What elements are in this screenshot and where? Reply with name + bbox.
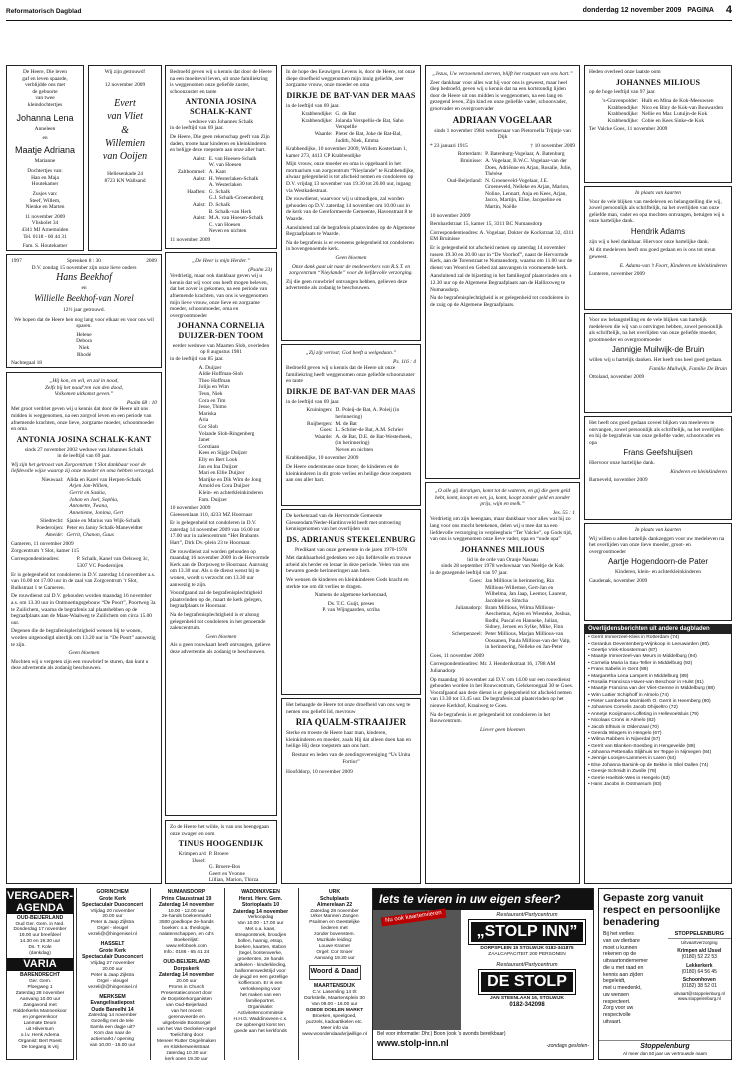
groom-name: Evert [114, 98, 136, 110]
relative-row: Neven en nichten [208, 228, 247, 235]
grandchildren: Arjen Jan-Willem, Gerrit en Saskia, Johan en Joel, Sophia, Antonette, Twana, Annetieme, Jonima, Gert [69, 483, 124, 516]
relative-row: B. Schalk-van Herk [208, 208, 252, 215]
de-stolp-logo: DE STOLP [479, 970, 575, 994]
relatives-list [286, 111, 416, 144]
list-item: Aria [198, 417, 209, 424]
list-item: rekenen op de [603, 951, 637, 958]
thanks-muilwijk: Voor uw belangstelling en de vele blijken van hartelijk medeleven die wij van u ontvingen hebben, zowel persoonlijk als schriftelijk, na het overlijden van onze geliefde moeder, grootmoeder en overgrootmoeder Jannigje Muilwijk-de Bruin willen wij u hartelijk danken. Het heeft ons heel goed gedaan. Familie Muilwijk, Familie De Bruin Ottoland, november 2009 [584, 313, 732, 413]
ribbon-badge: Nu ook kaartenvieren [381, 908, 447, 926]
office-item: Schoonhoven (0182) 38 52 01 [681, 976, 717, 989]
relative-row: ’s-Gravenpolder: Huib en Mina de Kok-Meeuwsen [601, 97, 714, 104]
relative-row: Krimpen a/d IJssel: P. Broere [178, 850, 229, 864]
bride-surname: van Ooijen [102, 150, 148, 162]
relative-row: Aalst: H. Westerlaken-Schalk [192, 175, 259, 182]
relative-row: G. Broere-Bos [208, 864, 241, 871]
bride-name: Willemien [105, 137, 145, 149]
thanks-hogendoorn: In plaats van kaarten Wij willen u allen hartelijk dankzeggen voor uw medeleven na het overlijden van onze lieve moeder, groot- en overgrootmoeder Aartje Hogendoorn-de Pater Kinderen, klein- en achterkleinkinderen Gaudenak, november 2009 [584, 523, 732, 621]
list-item: • Gerrit van Blanken-Soesbeg in Hengevelde (88) [588, 743, 696, 749]
deceased-name: JOHANNES MILIOUS [615, 77, 701, 87]
deceased-name: Jannigje Muilwijk-de Bruin [611, 345, 705, 355]
deceased-name: ANTONIA JOSINA SCHALK-KANT [185, 97, 257, 117]
list-item: Cor Slob [198, 423, 218, 430]
baby-name-1: Johanna Lena [16, 112, 74, 123]
obituary-duijzer-den-toom: „De Heer is mijn Herder.” (Psalm 23) Verdrietig, maar ook dankbaar geven wij u kennis dat wij voor ons heeft mogen beleven, dat het zover is gekomen, na een periode van afnemende krachten, van ons is weggenomen mijn lieve vrouw, onze lieve en zorgzame moeder, schoonmoeder, oma en overgrootmoeder JOHANNA CORNELIA DUIJZER-DEN TOOM eerder weduwe van Maarten Slob, overleden op 8 augustus 1981 in de leeftijd van 85 jaar. A. Duijzer Aldie Hoffman-Slob Theo Hoffman Joliju en Wim Teun, Niek Cora en Tim Jesse, Thimo Mariska Aria Cor Slob Yolande Slob-Ringenberg Janet Corstiaan Kees en Sijgje Duijzer Elly en Bert Look Jan en Ina Duijzer Mari en Ellie Duijzer Marijke en Dik Wim de Jong Arnold en Cora Duijzer Klein- en achterkleinkinderen Fam. Duijzer 10 november 2009 Gieessenlaan 110, 4233 MZ Hoornaar Er is gelegenheid tot condoleren in D.V. zaterdag 14 november 2009 van 16.00 tot 17.00 uur in zalencentrum “Het Brabants Hart”, Dirk Dv.-plein 23 te Hoornaar. De rouwdienst zal worden gehouden op maandag 16 november 2009 in de Hervormde Kerk aan de Dorpsweg te Hoornaar. Aanvang om 13.30 uur. Als u de dienst wenst bij te wonen, wordt u verzocht om 13.30 uur aanwezig te zijn. Voorafgaand zal de begrafenisplechtigheid plaatsvinden op de, maart de kerk gelegen, begraafplaats te Hoornaar. Na de begrafenisplechtigheid is er alsnog gelegenheid tot condoleren in het genoemde zalencentrum. Geen bloemen Als u geen rouwkaart heeft ontvangen, gelieve deze advertentie als zodanig te beschouwen. [165, 252, 277, 816]
groom-surname: van Vliet [107, 111, 143, 123]
obituary-milious-family: „O alle gij dorstigen, komt tot de wateren, en gij die geen geld hebt, komt, koopt en eet, ja, komt, koopt zonder geld en zonder prijs, wijn en melk.” Jes. 55 : 1 Verdrietig om zijn heengaan, maar dankbaar voor alles wat hij zo lang voor ons mocht betekenen, delen wij u mee dat na een liefdevolle verzorging in verpleeghuis “Ter Valcke”, op Gods tijd, van ons is weggenomen onze lieve vader, opa en “oude opa” JOHANNES MILIOUS lid in de orde van Oranje Nassau sinds 28 september 1978 weduwnaar van Neeltje de Kok in de gezegende leeftijd van 97 jaar. Goes: Jan Millious in herinnering, Ria Millious-Willemse, Gert-Jan en Wilhelma, Jan Jaap, Leemor, Laurent, Jacobine en Simcha Julianadorp: Bram Millious, Wilma Millious-Aeschemus, Arjen en Wiesteke, Joshua, Bodhi, Pascal en Hanneke, Julian, Sidney, Jeroen en Sylke, Mike, Finn Scherpenzeel: Peter Millious, Marjan Millious-van Oossanen, Paula Millious-van der Valp, in herinnering, Nelleke en Jan-Peter Goes, 11 november 2009 Correspondentieadres: Mr. J. Henderikstraat 16, 1788 AM Julianadorp Op maandag 16 november zal D.V. om 14.00 uur een rouwdienst gehouden worden in het Rouwcentrum, Gelskeroegaal 30 te Goes. Voorafgaand aan deze dienst is er gelegenheid tot afscheid nemen van 13.30 tot 13.45 uur. De begrafenis zal plaatsvinden op het nieuwe Kerkhof, Kraaiweg te Goes. Na de begrafenis is er gelegenheid tot condoleren in het Rouwcentrum. Liever geen bloemen [425, 482, 580, 884]
list-item: • Geerda Wiegers in Hengelo (67) [588, 730, 662, 736]
deceased-name: TINUS HOOGENDIJK [178, 839, 264, 849]
list-item: • Hans Jacobs in Ootmarsum (83) [588, 781, 662, 787]
relatives-list [170, 156, 272, 235]
stolp-url[interactable]: www.stolp-inn.nl [377, 1037, 449, 1048]
relative-row: Aalst: D. Schalk [192, 202, 231, 208]
agenda-title: VERGADER- AGENDA [7, 890, 74, 914]
list-item: Bij het verlies [603, 931, 634, 938]
relative-row: Neven en nichten [335, 446, 374, 453]
deceased-name: ADRIAAN VOGELAAR [452, 114, 553, 125]
list-item: • Annetje Kooijmans-Loffeting in Hellevoetsluis (79) [588, 711, 699, 717]
deceased-name: Aartje Hogendoorn-de Pater [607, 557, 709, 567]
relatives-list [430, 151, 575, 210]
relative-row: Rotterdam: P. Batenburg-Vogelaar, A. Batenburg [457, 151, 565, 158]
list-item: Aldie Hoffman-Slob [198, 371, 243, 378]
list-item: Zorg voor uw [603, 1005, 634, 1012]
obituary-stekelenburg: De kerkenraad van de Hervormde Gemeente Giessendam/Neder-Hardinxveld heeft met ontroering kennisgenomen van het overlijden van DS. ADRIANUS STEKELENBURG Predikant van onze gemeente in de jaren 1970-1978 Met dankbaarheid gedenken we zijn liefdevolle en trouwe arbeid als herder en leraar in deze periode. Velen van ons bewaren goede herinneringen aan hem. We wensen de kinderen en kleinkinderen Gods kracht en sterkte toe om dit verlies te dragen. Namens de algemene kerkenraad, Ds. T.C. Guijt, preses P. van Wijngaarden, scriba [281, 509, 421, 695]
list-item: Jan en Ina Duijzer [198, 463, 238, 470]
parents: Dochtertjes van: Han en Maja Houtekamer [27, 168, 63, 188]
relative-row: Haaften: G. Schalk [187, 188, 231, 195]
list-item: • Geesje Schmidt in Zwolle (78) [588, 769, 657, 775]
list-item: Kees en Sijgje Duijzer [198, 450, 248, 457]
stolp-inn-logo: „STOLP INN” [469, 920, 586, 944]
list-item: • Cornelia Maria la Sau-Teller in Middelburg (92) [588, 660, 693, 666]
baby-subname-2: Marianne [34, 157, 56, 164]
list-item: Klein- en achterkleinkinderen Fam. Duijzer [198, 489, 263, 503]
office-list [668, 948, 731, 989]
list-item: • Jacob Elhtuis in Oldenzaal (70) [588, 724, 659, 730]
list-item: kennis aan zijden [603, 971, 644, 978]
relative-row: Lillian, Marion, Thirza [208, 877, 259, 884]
obituary-hoogendijk: Zo de Heere het wilde, is van ons heengegaan onze zwager en oom TINUS HOOGENDIJK Krimpen a/d IJssel: P. Broere G. Broere-Bos Geert en Yvonne Lillian, Marion, Thirza [165, 820, 277, 884]
list-item: met u meedenkt, [603, 985, 642, 992]
deceased-name: RIA QUALM-STRAAIJER [295, 717, 407, 728]
list-item: Teun, Niek [198, 391, 223, 397]
list-item: respectvolle [603, 1012, 631, 1019]
wedding-address: Hellesenkade 24 8723 KN Wallsand [104, 171, 146, 184]
obituary-de-bat-van-der-maas-family: In de hope des Eeuwigen Levens is, door de Heere, tot onze diepe droefheid weggenomen mijn innig geliefde, zeer zorgzame vrouw, onze moeder en oma DIRKJE DE BAT-VAN DER MAAS in de leeftijd van 69 jaar. Krabbendijke: G. de Bat Krabbendijke: Jolanda Verspellis-de Bat, Saho Verspellle Waarde: Pieter de Bat, Joke de Bat-Bal, Judith, Niek, Emma Krabbendijke, 10 november 2009, Willem Kosterlaan 1, kamer 273, 4413 CP Krabbendijke Mijn vrouw, onze moeder en oma is opgebaard in het mortuarium van zorgcentrum “Nieylande” te Krabbendijke, alwaar gelegenheid is tot afscheid nemen en condoleren op D.V. vrijdag 13 november van 19.30 tot 20.00 uur, ingang via Westkadestraat. De rouwdienst, waarvoor wij u uitnodigen, zal worden gehouden op D.V. zaterdag 14 november om 10.00 uur in de kerk van de Gereformeerde Gemeente, Havenstraat 8 te Waarde. Aansluitend zal de begrafenis plaatsvinden op de Algemene Begraafplaats te Waarde. Na de begrafenis is er eveneens gelegenheid tot condoleren in bovengenoemde kerk. Geen bloemen Onze dank gaat uit naar de medewerkers van R.S.T. en zorgcentrum “Nieylande” voor de liefdevolle verzorging. Zij die geen rouwbrief ontvangen hebben, gelieven deze advertentie als zodanig te beschouwen. [281, 65, 421, 341]
deceased-name: JOHANNA CORNELIA DUIJZER-DEN TOOM [177, 321, 265, 341]
anniversary-notice: 1997 Spreuken 8 : 30 2009 D.V. zondag 15 november zijn onze lieve ouders Hans Beekhof en Willielle Beekhof-van Norel 12½ jaar getrouwd. We hopen dat de Heere hen nog lang voor elkaar en voor ons wil sparen. Helene Debora Niek Rhodé Nachtegaal 18 [6, 254, 162, 368]
list-item: uitvaart. [603, 1018, 622, 1025]
obituary-schalk-kant-family: „Hij kon, en wil, en zal in nood, Zelfs bij het naad’ren van den dood, Volkomen uitkomst geven.” Psalm 68 : 10 Met groot verdriet geven wij u kennis dat door de Heere uit ons midden is weggenomen, na een zorgvol leven en een periode van afnemende krachten, onze lieve, zorgzame moeder, schoonmoeder en oma ANTONIA JOSINA SCHALK-KANT sinds 27 november 2002 weduwe van Johannes Schalk in de leeftijd van 69 jaar. Wij zijn het getroost van Zorgcentrum ’t Slot dankbaar voor de liefdevolle wijze waarop zij onze moeder en oma hebben verzorgd. Nieuwaal: Alida en Karel van Herpen-Schalk Arjen Jan-Willem, Gerrit en Saskia, Johan en Joel, Sophia, Antonette, Twana, Annetieme, Jonima, Gert Sliedrecht: Sjanie en Marius van Wijk-Schalk Poederoijen: Peter en Janny Schalk-Maneveldter Ameide: Gerrit, Chanon, Guus Gameren, 11 november 2009 Zorgcentrum ’t Slot, kamer 115 Correspondentieadres: P. Schalk, Kanel van Oelsweg 3c, 5307 VC Poederoijen Er is gelegenheid tot condoleren in D.V. zaterdag 14 november a.s. van 16.00 tot 17.00 uur in de zaal van Zorgcentrum ’t Slot, Bulkstraat 1 te Gameren. De rouwdienst zal D.V. gehouden worden maandag 16 november a.s. om 13.30 uur in Ontmoetingsgebouw “De Poort”, Poortweg 3a te Zuilichem, waarna de begrafenis zal plaatshebben op de begraafplaats aan de Maas-Waalweg te Zuilichem om circa 15.00 uur. Degenen die de begrafenisplechtigheid wensen bij te wonen, worden uitgenodigd uiterlijk om 13.20 uur in “De Poort” aanwezig te zijn. Geen bloemen Mochten wij u vergeten zijn een rouwbrief te sturen, dan kunt u deze advertentie als zodanig beschouwen. [6, 372, 162, 884]
relative-row: Krabbendijke: Jolanda Verspellis-de Bat, Saho Verspellle [301, 117, 404, 131]
deceased-name: Frans Geefshuijsen [623, 448, 693, 458]
husband-name: Hans Beekhof [56, 272, 112, 284]
page-header [6, 3, 732, 21]
list-item: Mariska [198, 410, 217, 417]
list-item: Yolande Slob-Ringenberg [198, 430, 255, 437]
agenda-urk: URK Schulplaats Almerelaan 22 Zaterdag 28 november Urker Mannen Zangen Psalmen en Geestelijke liederen met zonder bovenstem. Muzikale leiding: Louwe Kramer Orgel: Cor Snoer Aanvang 19.30 uur Woord & Daad MAARTENSDIJK C.V. Lasemling 14 t/t Dorkstelle, Maartensplein 30 Van 09.00 - 16.00 uur GOEDE DOELEN MARKT Broeken, speelgoed, puzzels, kadoartikelen etc. Meer info via www.woordendaadvrijwillige.nl [298, 888, 370, 1060]
list-item: • Geertje Vink-Kloosterman (87) [588, 648, 658, 654]
stolp-contact: Bel voor informatie: Dhr.) Boon (ook ’s avonds bereikbaar) [377, 1030, 506, 1037]
relative-row: Oud-Beijerland: N. Groeneveld-Vogelaar, J.E. Groeneveld, Nelleke en Arjan, Marion, Noline, Lennart, Anja en Kees, Arjan, Jacco, Martijn, Elise, Jacqueline en Martin, Noëlle [447, 177, 570, 211]
page-date: donderdag 12 november 2009 PAGINA [582, 7, 714, 14]
list-item: Joliju en Wim [198, 384, 229, 391]
wedding-head: Wij zijn getrouwd! [104, 69, 146, 75]
list-item: • Wilma Rabbers in Nijverdal (57) [588, 737, 661, 743]
list-item: Marijke en Dik Wim de Jong [198, 476, 262, 483]
obituary-de-bat-van-der-maas-siblings: „Zij zijt verlost; God heeft u welgedaan.” Ps. 116 : 4 Bedroefd geven wij u kennis dat de Heere uit onze familiekring heeft weggenomen onze geliefde schoonzuster en tante DIRKJE DE BAT-VAN DER MAAS in de leeftijd van 69 jaar. Kruiningen: D. Poleij-de Bat, A. Poleij (in herinnering) Ruijbergen: M. de Bat Goes: L. Schrier-de Bat, A.M. Schrier Waarde: A. de Bat, D.E. de Bat-Westerbeek, (in herinnering) Neven en nichten Krabbendijke, 10 november 2009 De Heere ondersteune onze broer, de kinderen en de kleinkinderen in dit grote verlies en heilige deze roepstem aan ons aller hart. [281, 344, 421, 506]
list-item: • Gerrie Hoeltink-Wes in Hengelo (63) [588, 775, 670, 781]
list-item: die u met raad en [603, 964, 644, 971]
relative-row: Zaltbommel: A. Kant [177, 169, 226, 176]
list-item: • Nicolaas Crons in Almelo (82) [588, 718, 656, 724]
list-item: • Frans Sabelis in Gent (89) [588, 667, 649, 673]
deceased-name: JOHANNES MILIOUS [460, 544, 545, 554]
stolp-inn-ad: Iets te vieren in uw eigen sfeer? Nu ook kaartenvieren Restaurant/Partycentrum „STOLP INN” DORPSPLEIN 15 STOLWIJK 0182-341875 ZAALCAPACITEIT 200 PERSONEN Restaurant/Partycentrum DE STOLP JAN STEENLAAN 16, STOLWIJK 0182-342098 Bel voor informatie: Dhr.) Boon (ook ’s avonds bereikbaar) www.stolp-inn.nl -zondags gesloten- [372, 888, 594, 1060]
page-number: 4 [725, 4, 732, 16]
gepaste-headline: Gepaste zorg vanuit respect en persoonlijke benadering [603, 892, 721, 929]
other-papers-obituaries [584, 624, 732, 884]
woord-en-daad-logo: Woord & Daad [309, 965, 361, 980]
vergader-agenda: VERGADER- AGENDA OUD-BEIJERLAND Oud Ger. Gem. in Ned. Donderdag 17 november 19.00 uur breefdeel 14.30 en 19.30 uur Ds. T. Kole (dankdag) VARIA BARENDRECHT Ger. Gem. Ploegweg 1 Zaterdag 28 november Aanvang 10.00 uur Zangavond met Ridderkerks Mannenkoor en jongerenkoor Lanmate Deum uit Hilversum o.l.v. Henk Adema Organist: Bert Roest De toegang is vrij [6, 888, 74, 1060]
baby-name-2: Maatje Adriana [14, 144, 76, 155]
list-item: • Else Johanna Barsink-op de Bekke in Sliel Dallen (74) [588, 762, 709, 768]
relative-row: Bruinisse: A. Vogelaar, B.W.C. Vogelaar-van der Does, Adriënne en Arjan, Rosalie, Julie, Thérèse [460, 157, 572, 178]
obituary-quote: „Hij kon, en wil, en zal in nood, Zelfs bij het naad’ren van den dood, Volkomen uitkomst geven.” [44, 378, 124, 398]
relative-row: Krabbendijke: G. de Bat [301, 111, 356, 118]
notice-date: 11 november 2009 [24, 213, 66, 220]
obituary-vogelaar: „Jezus, Uw verzoenend sterven, blijft het rustpunt van ons hart.” Zeer dankbaar voor alles wat hij voor ons is geweest, maar heel diep bedroefd, geven wij u kennis dat na een kortstondig lijden door de Heere uit ons midden is weggenomen, na een lang en gezegend leven, Zijn kind en onze geliefde vader, schoonvader, grootvader en overgrootvader ADRIAAN VOGELAAR sinds 1 november 1984 weduwnaar van Pietornella Trijntje van Dijk * 23 januari 1915 † 10 november 2009 Rotterdam: P. Batenburg-Vogelaar, A. Batenburg Bruinisse: A. Vogelaar, B.W.C. Vogelaar-van der Does, Adriënne en Arjan, Rosalie, Julie, Thérèse Oud-Beijerland: N. Groeneveld-Vogelaar, J.E. Groeneveld, Nelleke en Arjan, Marion, Noline, Lennart, Anja en Kees, Arjan, Jacco, Martijn, Elise, Jacqueline en Martin, Noëlle 10 november 2009 Bernhardstraat 15, kamer 15, 3311 BC Numansdorp Correspondentieadres: A. Vogelaar, Dokter de Kockstraat 32, 4311 EM Bruinisse Er is gelegenheid tot afscheid nemen op zaterdag 14 november tussen 19.30 en 20.00 uur in “De Voorhof”, naast de Hervormde Kerk, aan de Torenstraat te Numansdorp, waarna om 11.00 uur de dienst van Woord en Gebed zal aanvangen in voornoemde kerk. Aansluitend zal de bijzetting in het familiegraf plaatsvinden om ± 12.30 uur op de Algemene Begraafplaats aan de Hallinxweg te Numansdorp. Na de begrafenisplechtigheid is er gelegenheid tot condoleren in de zuig op de Algemene Begraafplaats. [425, 65, 580, 479]
office-item: Lekkerkerk (0180) 64 56 45 [681, 962, 717, 975]
relative-row: Goes: L. Schrier-de Bat, A.M. Schrier [319, 427, 404, 434]
and-text: en [42, 135, 48, 142]
children-list: Helene Debora Niek Rhodé [76, 331, 92, 358]
list-item: van uw dierbare [603, 937, 640, 944]
relative-row: Krabbendijke: Nellie en Mar. Lutuijn-de Kok [607, 111, 708, 118]
relative-row: Aalst: E. van Hoesen-Schalk [192, 155, 257, 162]
wife-name: Willielle Beekhof-van Norel [34, 292, 134, 303]
thanks-geefshuijsen: Het heeft ons goed gedaan zoveel blijken van meeleven te ontvangen, zowel persoonlijk als schriftelijk, na het overlijden en bij de begrafenis van onze geliefde vader, schoonvader en opa Frans Geefshuijsen Hiervoor onze hartelijke dank. Kinderen en kleinkinderen Barneveld, november 2009 [584, 416, 732, 520]
anniversary-intro: D.V. zondag 15 november zijn onze lieve ouders [31, 264, 137, 271]
list-item: • Gerardus Deventenberg-Wijnkoop in Leeuwarden (80). [588, 641, 711, 647]
agenda-gorinchem: GORINCHEM Grote Kerk Spectaculair Duoconcert Vrijdag 20 november 20.00 uur Peter & Jaap Zijlstra Orgel - vleugel vezeli@@hingenisel.nl HASSELT Grote Kerk Spectaculair Duoconcert Vrijdag 27 november 20.00 uur Peter & Jaap Zijlstra Orgel - vleugel vezeli@@hingenisel.nl MERKSEM Evangelisatiepost Oude Bareelhi 14 Zaterdag 14 november Gezellig met de tele Samla een dagje uit? Kom dan naar de actiemarkt / opening van 10.00 - 15.00 uur [76, 888, 148, 1060]
list-item: respecteert. [603, 998, 631, 1005]
list-item: • Rosalia Francisca Haver-van Beschoor in Hulst (81) [588, 679, 704, 685]
list-item: uw wensen [603, 991, 629, 998]
list-item: Mari en Ellie Duijzer [198, 470, 245, 477]
other-papers-title: Overlijdensberichten uit andere dagbladen [585, 625, 731, 634]
list-item: moet u kunnen [603, 944, 638, 951]
family-name: Fam. S. Houtekamer [22, 243, 68, 250]
deceased-name: ANTONIA JOSINA SCHALK-KANT [16, 434, 152, 444]
relative-row: Waarde: A. de Bat, D.E. de Bat-Westerbeek, (in herinnering) [314, 433, 412, 447]
list-item: • Johanna Pettenalla Slijkhuis ter Teppe in Nijmegen (84) [588, 750, 712, 756]
list-item: Corstiaan [198, 443, 220, 450]
list-item: • Gerrit Immerzeel-Kleis in Rotterdam (74) [588, 635, 680, 641]
relatives-list [430, 578, 575, 651]
years-married: 12½ jaar getrouwd. [63, 306, 105, 313]
anniversary-wish: We hopen dat de Heere hen nog lang voor elkaar en voor ons wil sparen. [14, 316, 154, 330]
baby-subname-1: Anneleen [34, 125, 56, 132]
list-item: Cora en Tim [198, 397, 226, 404]
obituary-milious-nephews: Heden overleed onze laatste oom JOHANNES MILIOUS op de hoge leeftijd van 97 jaar. ’s-Gravenpolder: Huib en Mina de Kok-Meeuwsen Krabbendijke: Nico en Biny de Kok-van Bouwarden Krabbendijke: Nellie en Mar. Lutuijn-de Kok Krabbendijke: Cobie en Kees Sinke-de Kok Ter Valcke Goes, 11 november 2009 [584, 65, 732, 183]
list-item: • Jennije Loosjes-Lammers in Laren (64) [588, 756, 676, 762]
anniversary-address: Nachtegaal 18 [11, 360, 42, 367]
list-item: Janet [198, 437, 210, 444]
siblings: Zusjes van: Steef, Willem, Nienke en Marten [25, 191, 65, 211]
other-papers-list [585, 634, 731, 789]
relative-row: Julianadorp: Bram Millious, Wilma Millious-Aeschemus, Arjen en Wiesteke, Joshua, Bodhi, Pascal en Hanneke, Julian, Sidney, Jeroen en Sylke, Mike, Finn [455, 604, 571, 631]
birth-intro: De Heere, Die leven gaf en leven spaarde, verblijdde ons met de geboorte van twee kleindochtertjes [22, 69, 68, 108]
stoppelenburg-ad: Gepaste zorg vanuit respect en persoonlijke benadering Bij het verlies van uw dierbare moet u kunnen rekenen op de uitvaartondernemer die u met raad en kennis aan zijden begeleidt, met u meedenkt, uw wensen respecteert. Zorg voor uw respectvolle uitvaart. STOPPELENBURG Uitvaartverzorging Krimpen a/d IJssel (0180) 52 22 53 Lekkerkerk (0180) 64 56 45 Schoonhoven (0182) 38 52 01 uitvaart@stoppelenburg.nl www.stoppelenburg.nl Stoppelenburg Al meer dan 50 jaar uw vertrouwde naam [598, 888, 732, 1060]
relatives-list [170, 365, 272, 503]
list-item: • Maartje Francina van der Vliet-Gemne in Middelburg (88) [588, 686, 715, 692]
list-item: Arnold en Cora Duijzer [198, 483, 250, 490]
thanks-adams: In plaats van kaarten Voor de vele blijken van medeleven en belangstelling die wij, zowel persoonlijk als schriftelijk, na het overlijden van onze geliefde man, vader en opa mochten ontvangen, betuigen wij u onze hartelijke dank. Hendrik Adams zijn wij u heel dankbaar. Hiervoor onze hartelijke dank. Al dit medeleven heeft ons goed gedaan en is ons tot steun geweest. E. Adams-van ’t Foort, Kinderen en kleinkinderen Lunteren, november 2009 [584, 186, 732, 310]
wedding-notice [88, 65, 162, 251]
agenda-waddinxveen: WADDINXVEEN Herst. Herv. Gem. Storioplaats 10 Zaterdag 14 november Verkoopdag Van 10.00 - 17.00 uur Met o.a. kaas, streapontsnek, broodjes bollen, hannig, etsop, boeken, kaarten, stabon (tegel, bontenwerke, groeitenten, 2e hands artikelen - kinderkleding, ballonnenwedstrijd voor de jeugd en een gezellige koffieroom. Er is een verloskeeping voor het maken van een familieportret. Organisatie: Activiteitencommissie H.H.G. Waddinxveen-c.s. De opbrengst komt ten goede aan het kerkfonds [224, 888, 296, 1060]
relative-row: Kruiningen: D. Poleij-de Bat, A. Poleij (in herinnering) [306, 407, 400, 420]
deceased-name: DS. ADRIANUS STEKELENBURG [286, 534, 416, 544]
relative-row: W. van Hoesen [208, 162, 242, 169]
office-item: Krimpen a/d IJssel (0180) 52 22 53 [677, 948, 722, 961]
deceased-name: Hendrik Adams [630, 226, 686, 236]
stolp-headline: Iets te vieren in uw eigen sfeer? [373, 889, 593, 910]
relative-row: Geert en Yvonne [208, 870, 245, 877]
newspaper-name: Reformatorisch Dagblad [6, 8, 82, 15]
obituary-schalk-kant-siblings: Bedroefd geven wij u kennis dat door de Heere na een moeitevol leven, uit onze familiekring is weggenomen onze geliefde zuster, schoonzuster en tante ANTONIA JOSINA SCHALK-KANT weduwe van Johannes Schalk in de leeftijd van 69 jaar. De Heere, Die geen rekenschap geeft van Zijn daden, troote haar kinderen en kleinkinderen en belijge deze roepstem aan onze aller hart. Aalst: E. van Hoesen-Schalk W. van Hoesen Zaltbommel: A. Kant Aalst: H. Westerlaken-Schalk A. Westerlaken Haaften: G. Schalk G.J. Schalk-Groenenberg Aalst: D. Schalk B. Schalk-van Herk Aalst: M.A. van Hoesen-Schalk C. van Hoesen Neven en nichten 11 november 2009 [165, 65, 277, 249]
obituary-qualm-straaijer: Het behaagde de Heere tot onze droefheid van ons weg te nemen ons geliefd lid, mevrouw RIA QUALM-STRAAIJER Sterke en troeste de Heere haar man, kinderen, kleinkinderen en moeder, zoals Hij dat alleen doen kan en heilige Hij deze roepstem aan ons hart. Bestuur en leden van de zendingsvereniging “Us Unita Fortior” Hoofddorp, 10 november 2009 [281, 698, 421, 884]
list-item: • Margaretha Lena Lampert in Middelburg (89) [588, 673, 689, 679]
list-item: • Pieter Lambertus Mornkieth O. Gerrit in Heemberg (80) [588, 699, 711, 705]
birth-notice: De Heere, Die leven gaf en leven spaarde, verblijdde ons met de geboorte van twee kleindochtertjes Johanna Lena Anneleen en Maatje Adriana Marianne Dochtertjes van: Han en Maja Houtekamer Zusjes van: Steef, Willem, Nienke en Marten 11 november 2009 Vliskolet 34 4341 MJ Arnemuiden Tel. 0118 - 60 44 31 Fam. S. Houtekamer [6, 65, 84, 251]
relative-row: A. Westerlaken [208, 182, 242, 189]
ampersand: & [121, 124, 129, 136]
relative-row: Scherpenzeel: Peter Millious, Marjan Millious-van Oossanen, Paula Millious-van der Valp, in herinnering, Nelleke en Jan-Peter [451, 631, 571, 651]
list-item: Elly en Bert Look [198, 456, 238, 463]
relative-row: Aalst: M.A. van Hoesen-Schalk [192, 215, 264, 222]
relative-row: Goes: Jan Millious in herinnering, Ria Millious-Willemse, Gert-Jan en Wilhelma, Jan Jaap, Leemor, Laurent, Jacobine en Simcha [469, 578, 567, 605]
agenda-numansdorp: NUMANSDORP Prins Clausstraat 19 Zaterdag 14 november 10.00 - 12.00 uur 2e-hands boekenmarkt 3500 goedkope 2e-hands boeken: o.a. theologie, nalatenschappen, en cd’s Boekenlijst: www.refoboek.com Info.: 0186 - 65 41 24 OUD-BEIJERLAND Dorpskerk Zaterdag 14 november 20.00 uur Proms in Church Presentatieconcert door de Dorpskerkorganisten van Oud-Beijerland van het recent gerenoveerde en uitgebreide Bootsorgel van het Van Oeckelen-orgel Toelichting door Meneer Rutter Ongelmaken en Klokkenweisstraat zaterdag 10.30 uur kerk open 19.30 uur [150, 888, 222, 1060]
gepaste-body [599, 931, 668, 1026]
relatives-list [589, 98, 727, 124]
list-item: uitvaartondernemer [603, 958, 648, 965]
varia-title: VARIA [7, 958, 73, 971]
relative-row: Ruijbergen: M. de Bat [307, 420, 357, 427]
list-item: • Maartje Immerzeel-van Meurs in Middelburg (94) [588, 654, 697, 660]
restaurant-photo [373, 910, 461, 1030]
list-item: Jesse, Thimo [198, 404, 227, 411]
relative-row: Krabbendijke: Nico en Biny de Kok-van Bouwarden [607, 104, 724, 111]
deceased-name: DIRKJE DE BAT-VAN DER MAAS [286, 90, 416, 100]
list-item: • Johannes Cornelis Jacob Dhijseltro (72) [588, 705, 678, 711]
list-item: begeleidt, [603, 978, 626, 985]
stoppelenburg-logo: STOPPELENBURG [668, 931, 731, 939]
relative-row: Waarde: Pieter de Bat, Joke de Bat-Bal, Judith, Niek, Emma [314, 130, 402, 144]
relatives-list [286, 407, 416, 453]
list-item: A. Duijzer [198, 364, 222, 371]
deceased-name: DIRKJE DE BAT-VAN DER MAAS [286, 386, 416, 396]
relative-row: C. van Hoesen [208, 221, 241, 228]
wedding-date: 12 november 2009 [104, 81, 146, 88]
relative-row: G.J. Schalk-Groenenberg [208, 195, 264, 202]
list-item: • Wim Lattier Schiphoff in Almelo (74) [588, 692, 669, 698]
list-item: Theo Hoffman [198, 377, 231, 384]
place [11, 250, 79, 251]
relatives-list [170, 851, 272, 884]
relative-row: Krabbendijke: Cobie en Kees Sinke-de Kok [607, 117, 705, 124]
